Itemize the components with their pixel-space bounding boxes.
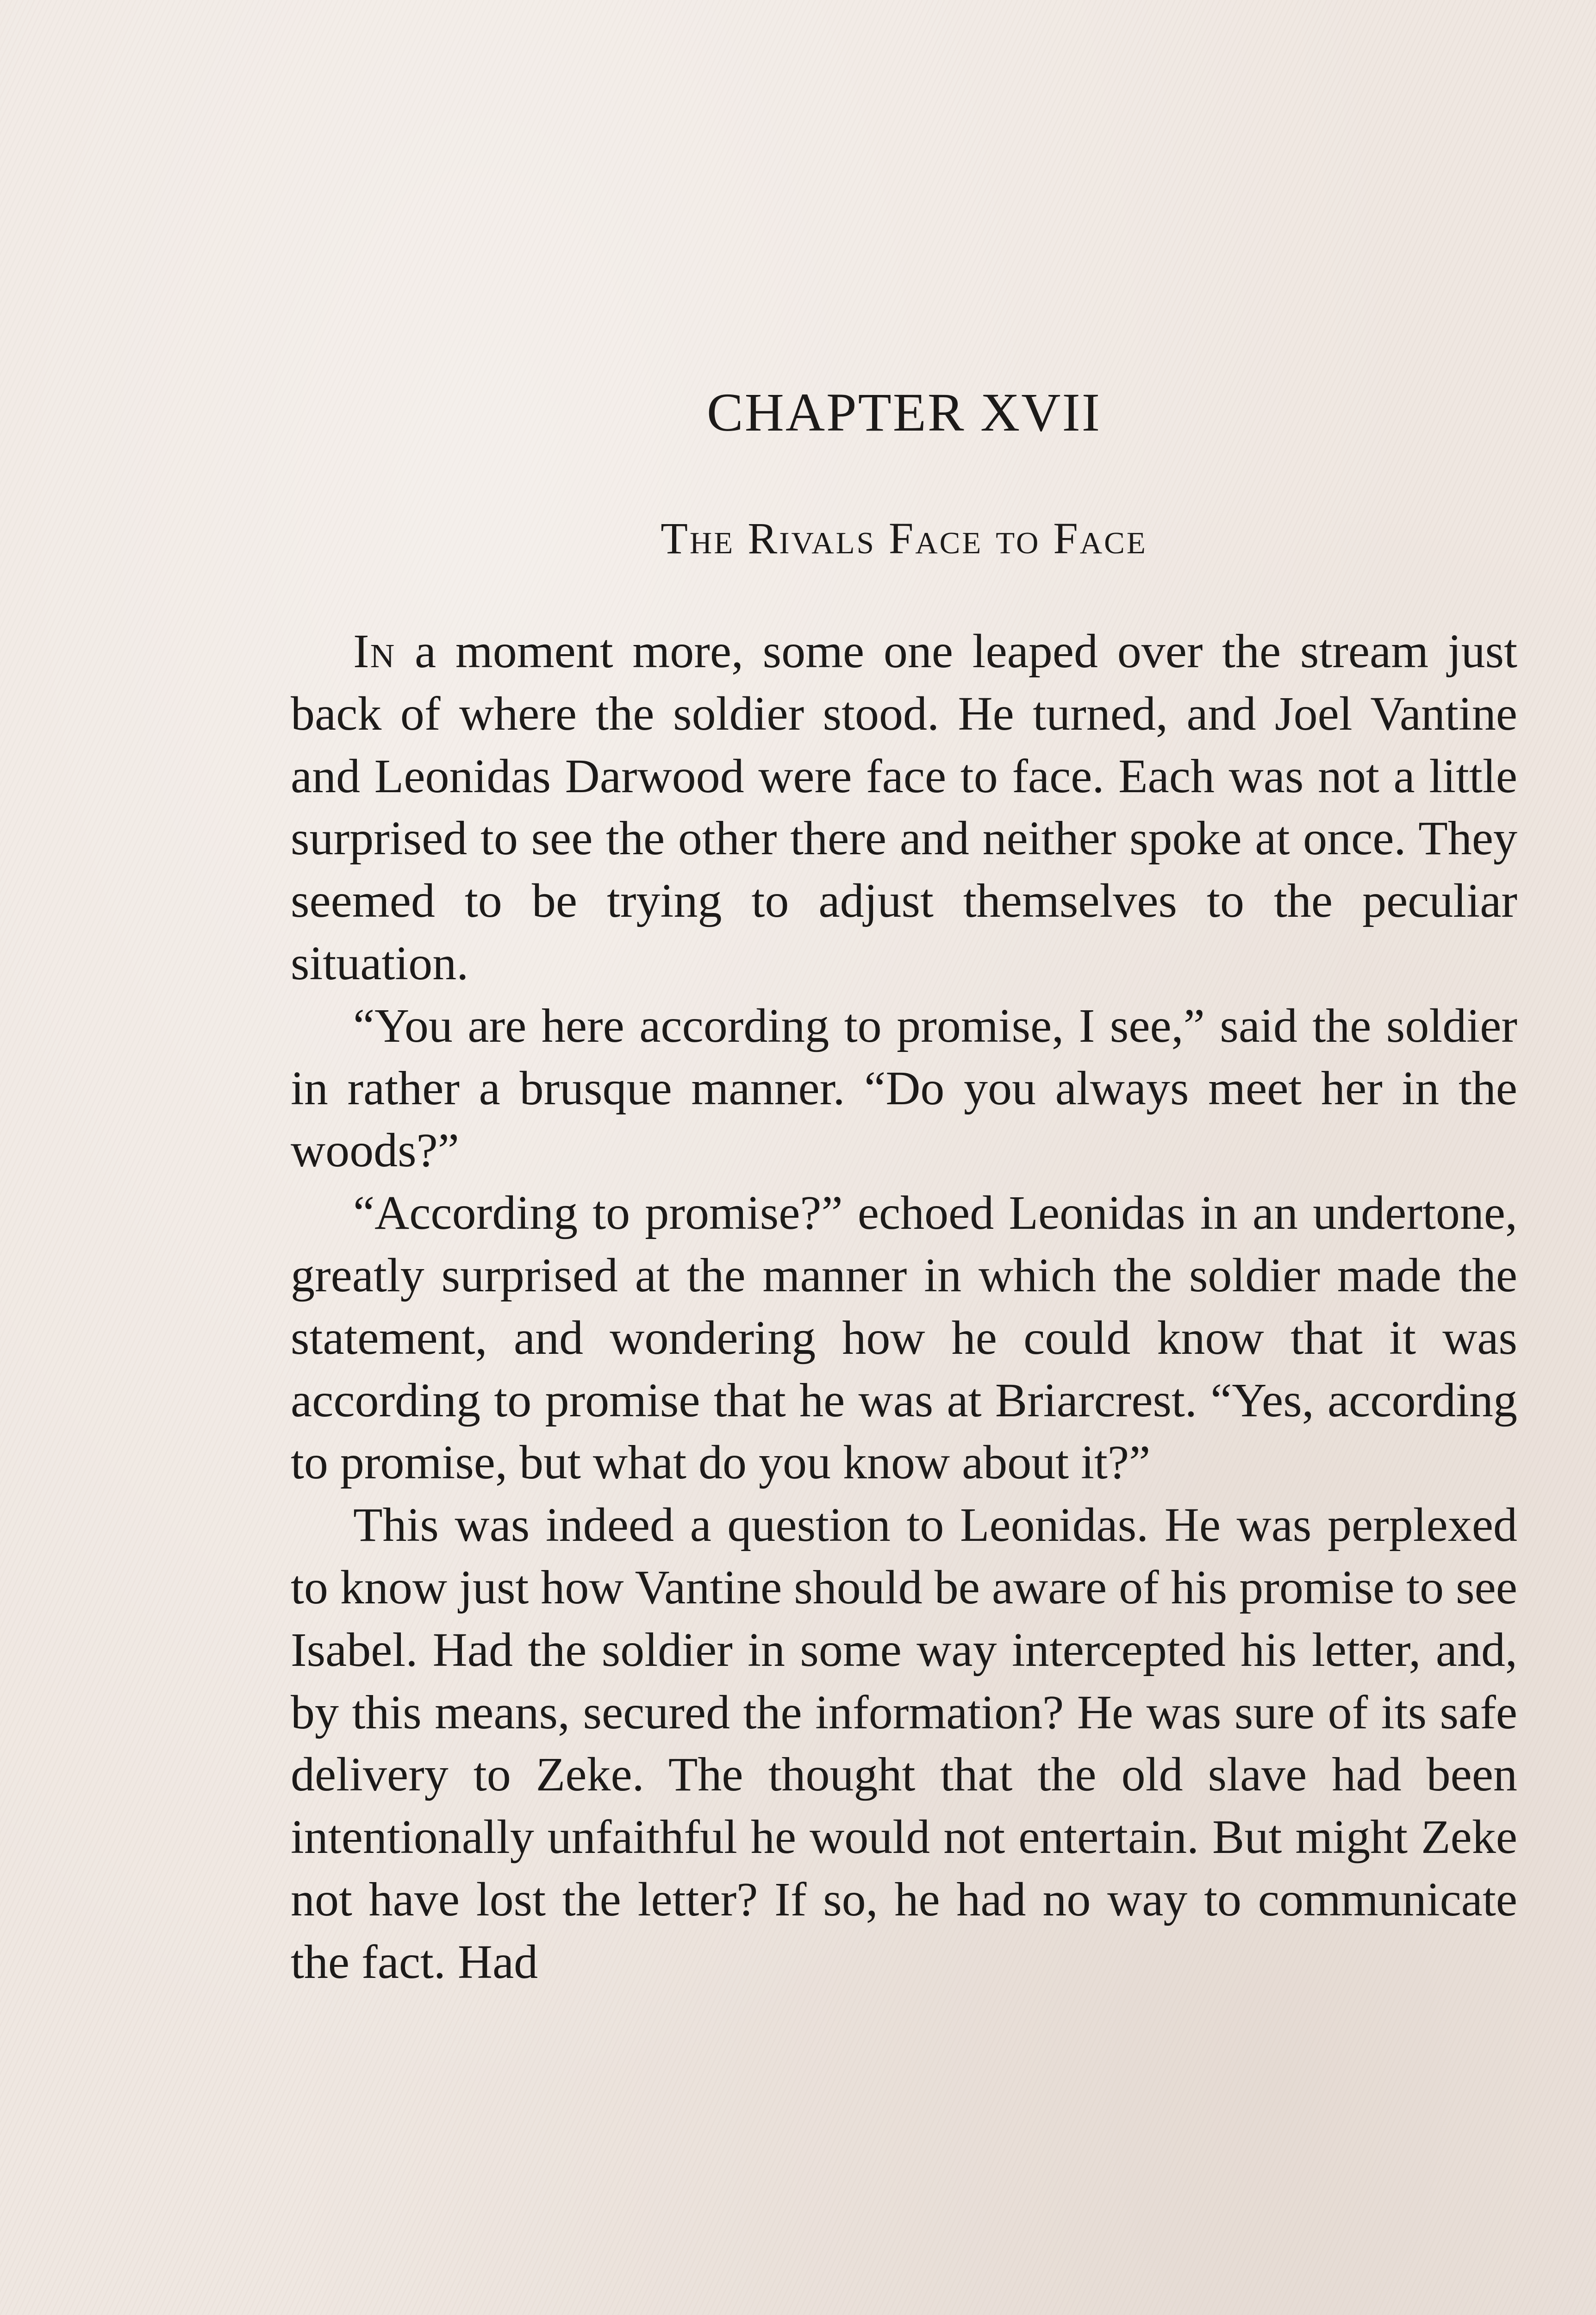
paragraph-1 [291,620,1517,995]
chapter-body [291,620,1517,1994]
paragraph-1-text: a moment more, some one leaped over the stream just back of where the soldier stood. He turned, and Joel Vantine and Leonidas Darwood were face to face. Each was not a little surprised to see the other there and neither spoke at once. They seemed to be trying to adjust themselves to the peculiar situation. [291,625,1517,990]
chapter-heading: CHAPTER XVII [706,382,1102,443]
chapter-subtitle: The Rivals Face to Face [661,513,1147,563]
opening-word: In [353,625,396,678]
paragraph-2: “You are here according to promise, I see,” said the soldier in rather a brusque manner. “Do you always meet her in the woods?” [291,999,1517,1177]
paragraph-4: This was indeed a question to Leonidas. He was perplexed to know just how Vantine should be aware of his promise to see Isabel. Had the soldier in some way intercepted his letter, and, by this means, secured the information? He was sure of its safe delivery to Zeke. The thought that the old slave had been intentionally unfaithful he would not entertain. But might Zeke not have lost the letter? If so, he had no way to communicate the fact. Had [291,1498,1517,1989]
paragraph-3: “According to promise?” echoed Leonidas in an undertone, greatly surprised at the manner in which the soldier made the statement, and wondering how he could know that it was according to promise that he was at Briarcrest. “Yes, according to promise, but what do you know about it?” [291,1186,1517,1489]
